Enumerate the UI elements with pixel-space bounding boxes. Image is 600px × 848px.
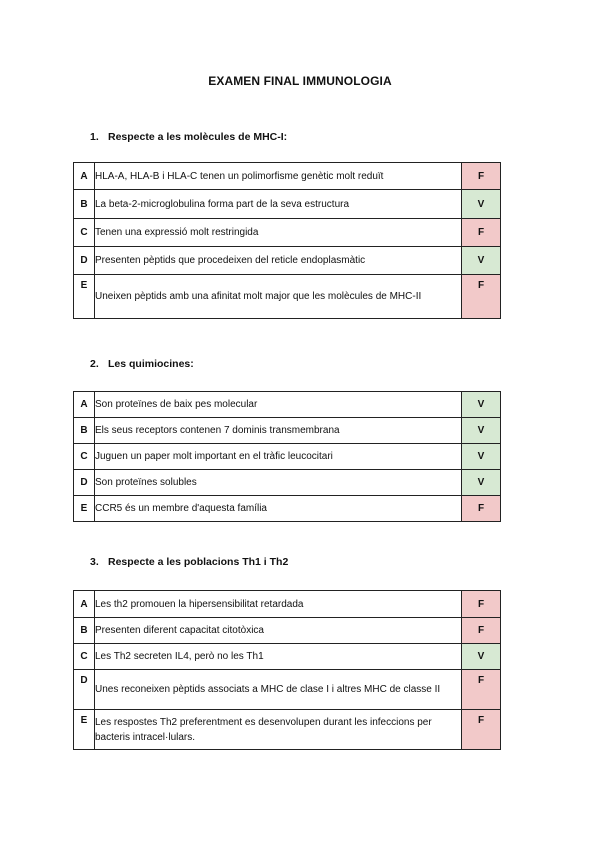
question-1-table <box>73 162 501 319</box>
table-row <box>74 275 501 319</box>
answer-cell: F <box>462 163 501 190</box>
answer-cell: F <box>462 670 501 710</box>
option-letter: C <box>74 444 95 470</box>
option-text: Les Th2 secreten IL4, però no les Th1 <box>95 644 462 670</box>
answer-cell: V <box>462 190 501 219</box>
answer-cell: F <box>462 618 501 644</box>
option-text: Juguen un paper molt important en el tràfic leucocitari <box>95 444 462 470</box>
table-row <box>74 496 501 522</box>
option-text: La beta-2-microglobulina forma part de la seva estructura <box>95 190 462 219</box>
question-title: Respecte a les molècules de MHC-I: <box>108 131 288 143</box>
table-row <box>74 470 501 496</box>
answer-cell: V <box>462 418 501 444</box>
option-letter: D <box>74 247 95 275</box>
option-letter: B <box>74 190 95 219</box>
table-row <box>74 670 501 710</box>
option-letter: C <box>74 219 95 247</box>
option-letter: B <box>74 618 95 644</box>
option-text: Els seus receptors contenen 7 dominis transmembrana <box>95 418 462 444</box>
option-letter: D <box>74 670 95 710</box>
option-text: Les respostes Th2 preferentment es desenvolupen durant les infeccions per bacteris intracel·lulars. <box>95 710 462 750</box>
option-text: HLA-A, HLA-B i HLA-C tenen un polimorfisme genètic molt reduït <box>95 163 462 190</box>
option-text: Unes reconeixen pèptids associats a MHC de clase I i altres MHC de classe II <box>95 670 462 710</box>
table-row <box>74 591 501 618</box>
option-letter: A <box>74 163 95 190</box>
option-text: Son proteïnes de baix pes molecular <box>95 392 462 418</box>
answer-cell: F <box>462 219 501 247</box>
question-title: Les quimiocines: <box>108 358 194 370</box>
answer-cell: V <box>462 444 501 470</box>
question-1-heading <box>90 131 287 143</box>
answer-cell: F <box>462 275 501 319</box>
option-letter: D <box>74 470 95 496</box>
option-text: Son proteïnes solubles <box>95 470 462 496</box>
table-row <box>74 247 501 275</box>
table-row <box>74 219 501 247</box>
answer-cell: V <box>462 644 501 670</box>
option-letter: E <box>74 275 95 319</box>
answer-cell: F <box>462 710 501 750</box>
option-letter: E <box>74 496 95 522</box>
question-3-table <box>73 590 501 750</box>
option-text: Presenten pèptids que procedeixen del reticle endoplasmàtic <box>95 247 462 275</box>
option-text: Uneixen pèptids amb una afinitat molt major que les molècules de MHC-II <box>95 275 462 319</box>
table-row <box>74 190 501 219</box>
option-text: CCR5 és un membre d'aquesta família <box>95 496 462 522</box>
table-row <box>74 444 501 470</box>
option-letter: B <box>74 418 95 444</box>
answer-cell: F <box>462 496 501 522</box>
answer-cell: V <box>462 392 501 418</box>
page-title: EXAMEN FINAL IMMUNOLOGIA <box>208 74 392 88</box>
question-title: Respecte a les poblacions Th1 i Th2 <box>108 556 289 568</box>
table-row <box>74 618 501 644</box>
option-text: Presenten diferent capacitat citotòxica <box>95 618 462 644</box>
option-letter: A <box>74 392 95 418</box>
answer-cell: V <box>462 247 501 275</box>
question-number: 2. <box>90 358 99 370</box>
question-number: 3. <box>90 556 99 568</box>
option-letter: C <box>74 644 95 670</box>
question-2-table <box>73 391 501 522</box>
answer-cell: F <box>462 591 501 618</box>
table-row <box>74 710 501 750</box>
option-letter: A <box>74 591 95 618</box>
option-text: Tenen una expressió molt restringida <box>95 219 462 247</box>
question-number: 1. <box>90 131 99 143</box>
option-text: Les th2 promouen la hipersensibilitat retardada <box>95 591 462 618</box>
option-letter: E <box>74 710 95 750</box>
table-row <box>74 418 501 444</box>
table-row <box>74 644 501 670</box>
table-row <box>74 392 501 418</box>
answer-cell: V <box>462 470 501 496</box>
question-3-heading <box>90 556 288 568</box>
question-2-heading <box>90 358 194 370</box>
table-row <box>74 163 501 190</box>
